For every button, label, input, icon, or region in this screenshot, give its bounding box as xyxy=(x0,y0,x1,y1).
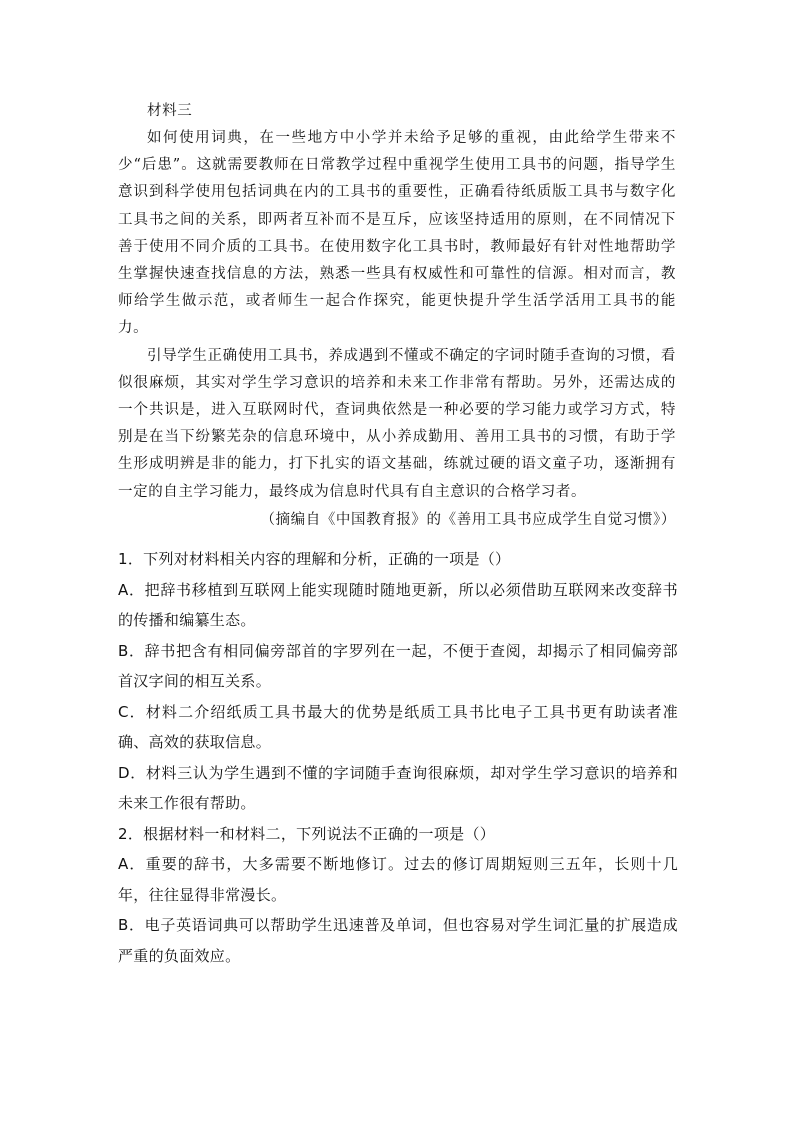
question-1-option-d: D．材料三认为学生遇到不懂的字词随手查询很麻烦，却对学生学习意识的培养和未来工作很有帮助。 xyxy=(118,763,678,812)
material-heading: 材料三 xyxy=(147,103,193,119)
material-paragraph-1: 如何使用词典，在一些地方中小学并未给予足够的重视，由此给学生带来不少“后患”。这就需要教师在日常教学过程中重视学生使用工具书的问题，指导学生意识到科学使用包括词典在内的工具书的重要性，正确看待纸质版工具书与数字化工具书之间的关系，即两者互补而不是互斥，应该坚持适用的原则，在不同情况下善于使用不同介质的工具书。在使用数字化工具书时，教师最好有针对性地帮助学生掌握快速查找信息的方法，熟悉一些具有权威性和可靠性的信源。相对而言，教师给学生做示范，或者师生一起合作探究，能更快提升学生活学活用工具书的能力。 xyxy=(118,130,676,337)
material-source: （摘编自《中国教育报》的《善用工具书应成学生自觉习惯》） xyxy=(260,511,676,528)
question-1-stem: 1．下列对材料相关内容的理解和分析，正确的一项是（） xyxy=(118,550,511,568)
question-2-option-a: A．重要的辞书，大多需要不断地修订。过去的修订周期短则三五年，长则十几年，往往显得非常漫长。 xyxy=(118,855,678,904)
question-1-option-a: A．把辞书移植到互联网上能实现随时随地更新，所以必须借助互联网来改变辞书的传播和编纂生态。 xyxy=(118,580,678,629)
reading-material xyxy=(118,98,676,534)
questions-section xyxy=(118,544,678,971)
question-1-option-b: B．辞书把含有相同偏旁部首的字罗列在一起，不便于查阅，却揭示了相同偏旁部首汉字间的相互关系。 xyxy=(118,641,678,690)
question-1-option-c: C．材料二介绍纸质工具书最大的优势是纸质工具书比电子工具书更有助读者准确、高效的获取信息。 xyxy=(118,702,678,751)
question-2-stem: 2．根据材料一和材料二，下列说法不正确的一项是（） xyxy=(118,824,496,843)
question-2-option-b: B．电子英语词典可以帮助学生迅速普及单词，但也容易对学生词汇量的扩展造成严重的负面效应。 xyxy=(118,916,678,965)
material-paragraph-2: 引导学生正确使用工具书，养成遇到不懂或不确定的字词时随手查询的习惯，看似很麻烦，其实对学生学习意识的培养和未来工作非常有帮助。另外，还需达成的一个共识是，进入互联网时代，查词典依然是一种必要的学习能力或学习方式，特别是在当下纷繁芜杂的信息环境中，从小养成勤用、善用工具书的习惯，有助于学生形成明辨是非的能力，打下扎实的语文基础，练就过硬的语文童子功，逐渐拥有一定的自主学习能力，最终成为信息时代具有自主意识的合格学习者。 xyxy=(118,347,676,500)
